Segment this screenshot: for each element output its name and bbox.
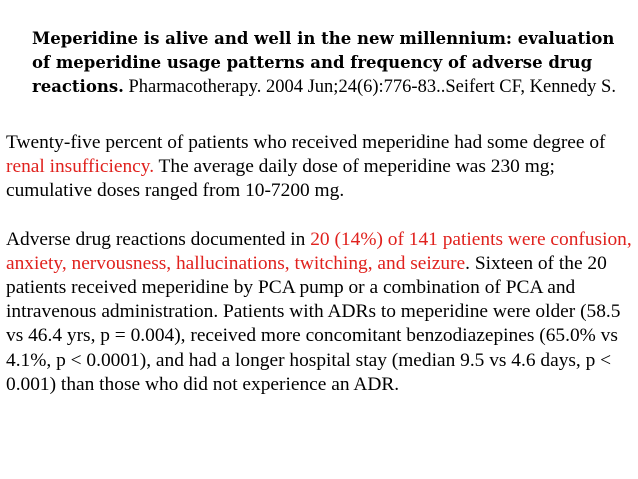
adr-highlight: 20 (14%) of 141 patients were confusion, anxiety, nervousness, hallucinations, twitching, and seizure (6, 228, 632, 274)
renal-insufficiency-highlight: renal insufficiency. (6, 156, 155, 178)
adr-paragraph (6, 228, 634, 397)
renal-paragraph (6, 131, 634, 204)
citation-title: Meperidine is alive and well in the new millennium: evaluation of meperidine usage patterns and frequency of adverse drug reactions. (32, 29, 615, 96)
body-text (6, 131, 634, 397)
renal-paragraph-text-a: Twenty-five percent of patients who received meperidine had some degree of (6, 132, 606, 153)
adr-paragraph-text-a: Adverse drug reactions documented in (6, 228, 311, 250)
citation-source: Pharmacotherapy. 2004 Jun;24(6):776-83..Seifert CF, Kennedy S. (128, 77, 616, 97)
adr-paragraph-text-b: . Sixteen of the 20 patients received meperidine by PCA pump or a combination of PCA and intravenous administration. Patients with ADRs to meperidine were older (58.5 vs 46.4 yrs, p = 0.004), received more concomitant benzodiazepines (65.0% vs 4.1%, p < 0.0001), and had a longer hospital stay (median 9.5 vs 4.6 days, p < 0.001) than those who did not experience an ADR. (6, 252, 621, 395)
renal-paragraph-text-b: The average daily dose of meperidine was 230 mg; cumulative doses ranged from 10-7200 mg. (6, 156, 555, 202)
citation (32, 27, 622, 99)
